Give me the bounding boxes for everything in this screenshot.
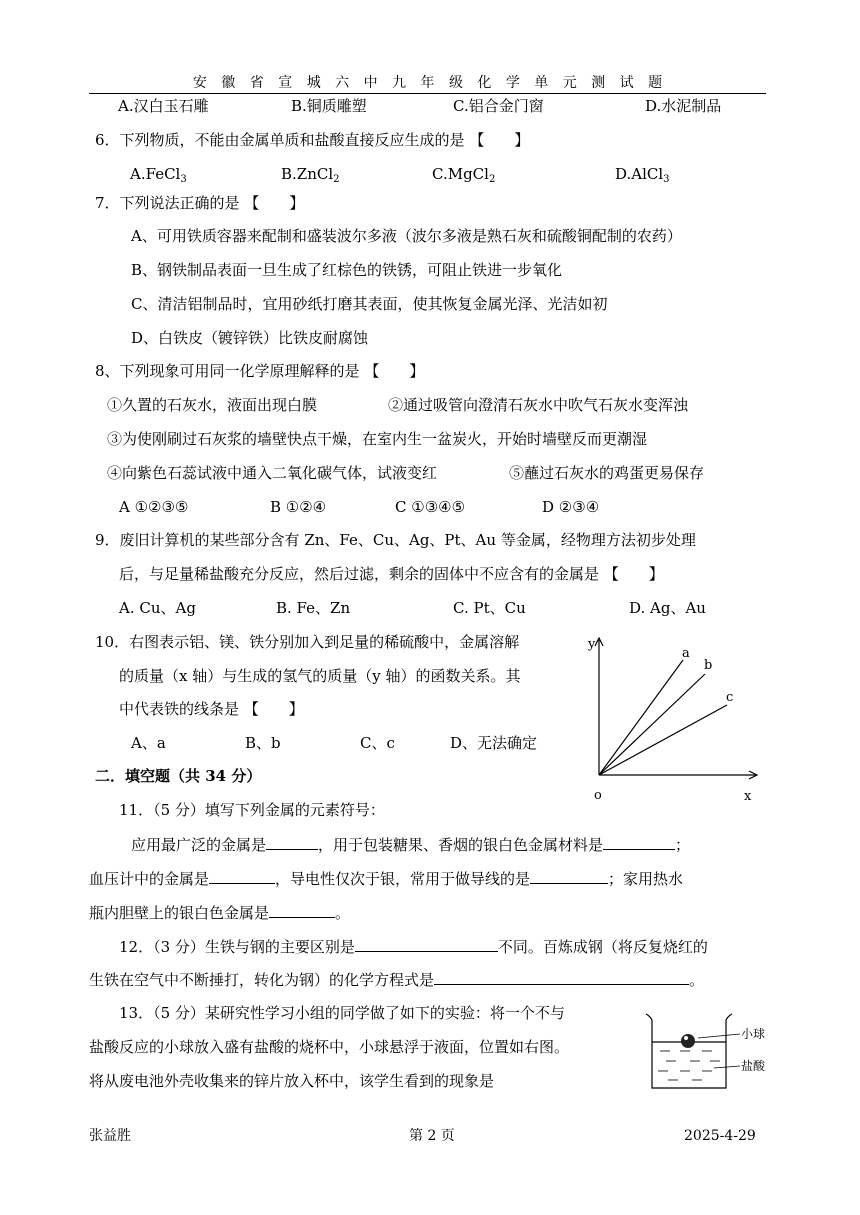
q9-line-2: 后，与足量稀盐酸充分反应，然后过滤，剩余的固体中不应含有的金属是 【 】 — [119, 565, 664, 583]
q7-option-b: B、钢铁制品表面一旦生成了红棕色的铁锈，可阻止铁进一步氧化 — [131, 261, 563, 279]
q11-line-2: 血压计中的金属是 ，导电性仅次于银，常用于做导线的是 ；家用热水 — [89, 870, 684, 888]
q8-statement-5: ⑤蘸过石灰水的鸡蛋更易保存 — [509, 464, 705, 482]
line-b — [599, 674, 705, 775]
answer-blank[interactable] — [530, 868, 608, 884]
acid-leader — [714, 1066, 740, 1068]
line-c-label: c — [726, 690, 734, 705]
q10-graph — [585, 632, 765, 804]
origin-label: o — [594, 788, 602, 803]
q8-statement-2: ②通过吸管向澄清石灰水中吹气石灰水变浑浊 — [388, 396, 689, 414]
q8-statement-4: ④向紫色石蕊试液中通入二氧化碳气体，试液变红 — [107, 464, 438, 482]
q8-stem: 8、下列现象可用同一化学原理解释的是 【 】 — [95, 362, 425, 380]
q9-option-b: B. Fe、Zn — [276, 599, 351, 617]
liquid-dashes — [658, 1051, 720, 1080]
line-c — [599, 705, 727, 775]
answer-blank[interactable] — [266, 834, 318, 850]
q13-line-1: 13．（5 分）某研究性学习小组的同学做了如下的实验：将一个不与 — [119, 1004, 565, 1022]
answer-blank[interactable] — [269, 902, 335, 918]
q10-option-b: B、b — [245, 734, 281, 752]
q9-line-1: 9．废旧计算机的某些部分含有 Zn、Fe、Cu、Ag、Pt、Au 等金属，经物理方法初步处理 — [95, 531, 696, 549]
q7-stem: 7．下列说法正确的是 【 】 — [95, 194, 305, 212]
x-axis-label: x — [744, 789, 752, 804]
footer-author: 张益胜 — [89, 1128, 131, 1144]
footer-date: 2025-4-29 — [684, 1128, 756, 1144]
ball-leader — [698, 1034, 740, 1038]
q8-statement-3: ③为使刚刷过石灰浆的墙壁快点干燥，在室内生一盆炭火，开始时墙壁反而更潮湿 — [107, 430, 648, 448]
line-a-label: a — [682, 646, 690, 661]
q11-line-1: 应用最广泛的金属是 ，用于包装糖果、香烟的银白色金属材料是 ； — [131, 836, 691, 854]
q5-option-b: B.铜质雕塑 — [291, 97, 367, 115]
q6-stem: 6．下列物质，不能由金属单质和盐酸直接反应生成的是 【 】 — [95, 131, 530, 149]
section-2-title: 二．填空题（共 34 分） — [95, 767, 262, 785]
ball-label: 小球 — [741, 1027, 766, 1041]
q11-line-3: 瓶内胆壁上的银白色金属是 。 — [89, 904, 351, 922]
line-a — [599, 660, 683, 775]
answer-blank[interactable] — [603, 834, 675, 850]
q13-beaker-figure — [640, 1008, 775, 1096]
q9-option-d: D. Ag、Au — [629, 599, 706, 617]
q12-line-2: 生铁在空气中不断捶打，转化为钢）的化学方程式是 。 — [89, 971, 705, 989]
q6-option-a: A.FeCl$_3$ — [130, 165, 187, 185]
q10-line-1: 10．右图表示铝、镁、铁分别加入到足量的稀硫酸中，金属溶解 — [95, 633, 520, 651]
q10-line-2: 的质量（x 轴）与生成的氢气的质量（y 轴）的函数关系。其 — [119, 667, 521, 685]
q8-option-d: D ②③④ — [542, 498, 600, 516]
page-header-title: 安 徽 省 宣 城 六 中 九 年 级 化 学 单 元 测 试 题 — [192, 75, 668, 91]
q6-option-c: C.MgCl$_2$ — [432, 165, 496, 185]
y-axis-label: y — [588, 637, 596, 652]
q9-option-c: C. Pt、Cu — [453, 599, 526, 617]
q9-option-a: A. Cu、Ag — [119, 599, 196, 617]
ball-highlight — [684, 1036, 688, 1040]
answer-blank[interactable] — [355, 936, 498, 952]
acid-label: 盐酸 — [741, 1059, 766, 1073]
q8-option-c: C ①③④⑤ — [395, 498, 466, 516]
header-rule — [89, 93, 766, 94]
answer-blank[interactable] — [434, 969, 689, 985]
footer-page-number: 第 2 页 — [409, 1128, 455, 1144]
answer-blank[interactable] — [209, 868, 275, 884]
q5-option-a: A.汉白玉石雕 — [118, 97, 209, 115]
q13-line-3: 将从废电池外壳收集来的锌片放入杯中，该学生看到的现象是 — [89, 1072, 495, 1090]
q7-option-a: A、可用铁质容器来配制和盛装波尔多液（波尔多液是熟石灰和硫酸铜配制的农药） — [131, 227, 682, 245]
line-b-label: b — [704, 658, 713, 673]
q7-option-d: D、白铁皮（镀锌铁）比铁皮耐腐蚀 — [131, 329, 369, 347]
q8-option-b: B ①②④ — [270, 498, 327, 516]
q10-line-3: 中代表铁的线条是 【 】 — [119, 700, 304, 718]
q8-statement-1: ①久置的石灰水，液面出现白膜 — [107, 396, 318, 414]
q10-option-a: A、a — [131, 734, 166, 752]
q12-line-1: 12．（3 分）生铁与钢的主要区别是 不同。百炼成钢（将反复烧红的 — [119, 938, 708, 956]
q10-option-c: C、c — [360, 734, 395, 752]
q10-option-d: D、无法确定 — [450, 734, 538, 752]
q5-option-c: C.铝合金门窗 — [453, 97, 544, 115]
q13-line-2: 盐酸反应的小球放入盛有盐酸的烧杯中，小球悬浮于液面，位置如右图。 — [89, 1038, 570, 1056]
q8-option-a: A ①②③⑤ — [119, 498, 189, 516]
q11-stem: 11．（5 分）填写下列金属的元素符号： — [119, 801, 385, 819]
ball — [681, 1034, 695, 1048]
q5-option-d: D.水泥制品 — [645, 97, 722, 115]
q6-option-d: D.AlCl$_3$ — [615, 165, 670, 185]
q6-option-b: B.ZnCl$_2$ — [281, 165, 340, 185]
q7-option-c: C、清洁铝制品时，宜用砂纸打磨其表面，使其恢复金属光泽、光洁如初 — [131, 295, 608, 313]
